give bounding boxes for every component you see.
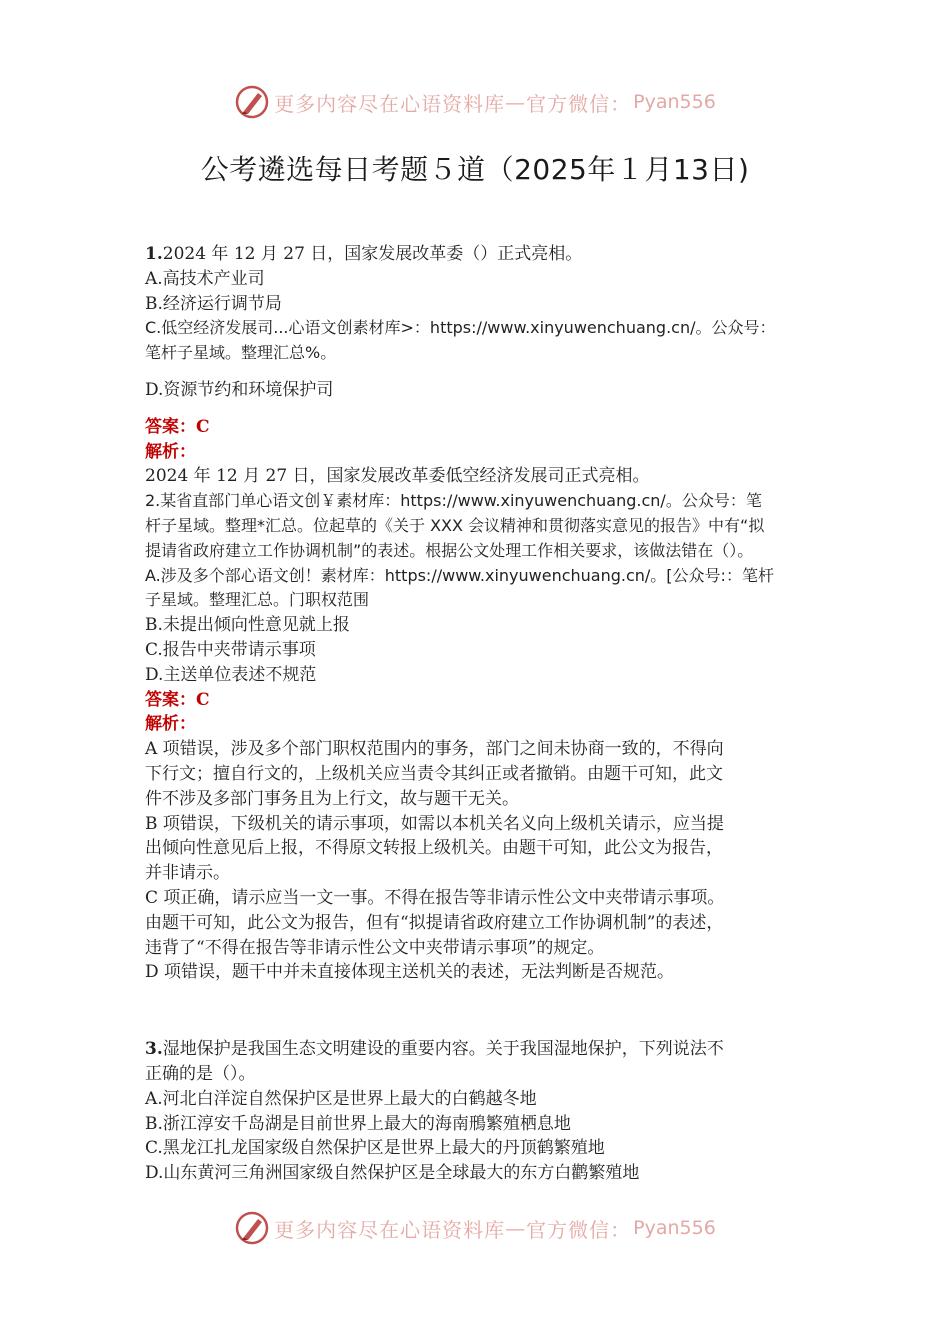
q2-analysis-line: 出倾向性意见后上报，不得原文转报上级机关。由题干可知，此公文为报告， <box>145 838 723 859</box>
q2-analysis-line: C 项正确，请示应当一文一事。不得在报告等非请示性公文中夹带请示事项。 <box>145 887 725 908</box>
q2-analysis-line: 并非请示。 <box>145 863 230 884</box>
q1-analysis: 2024 年 12 月 27 日，国家发展改革委低空经济发展司正式亮相。 <box>145 466 650 487</box>
q2-option-c: C.报告中夹带请示事项 <box>145 639 316 660</box>
q1-answer: 答案：C <box>145 416 210 437</box>
q3-stem-line2: 正确的是（）。 <box>145 1063 256 1084</box>
q3-stem-line1 <box>145 1037 817 1062</box>
q2-option-d: D.主送单位表述不规范 <box>145 664 317 685</box>
q2-analysis-line: 由题干可知，此公文为报告，但有“拟提请省政府建立工作协调机制”的表述， <box>145 912 724 933</box>
banner-wechat-id: Pyan556 <box>633 91 716 113</box>
q3-option-c: C.黑龙江扎龙国家级自然保护区是世界上最大的丹顶鹤繁殖地 <box>145 1138 605 1159</box>
q2-analysis-line: B 项错误，下级机关的请示事项，如需以本机关名义向上级机关请示，应当提 <box>145 813 724 834</box>
banner-wechat-id: Pyan556 <box>633 1217 716 1239</box>
banner-text: 更多内容尽在心语资料库 <box>274 1217 506 1242</box>
q2-stem-line2: 杆子星域。整理*汇总。位起草的《关于 XXX 会议精神和贯彻落实意见的报告》中有“拟 <box>145 515 765 535</box>
q2-analysis-line: A 项错误，涉及多个部门职权范围内的事务，部门之间未协商一致的，不得向 <box>145 739 724 760</box>
q1-analysis-label: 解析： <box>145 441 196 462</box>
pen-logo-icon <box>234 84 270 120</box>
document-title: 公考遴选每日考题５道（2025年１月13日) <box>200 153 750 186</box>
q2-analysis-line: 下行文；擅自行文的，上级机关应当责令其纠正或者撤销。由题干可知，此文 <box>145 763 723 784</box>
banner-wechat-label: 官方微信： <box>526 91 632 116</box>
q1-option-c-line2: 笔杆子星域。整理汇总%。 <box>145 343 337 363</box>
q2-option-a-line2: 子星域。整理汇总。门职权范围 <box>145 590 370 610</box>
q2-analysis-line: D 项错误，题干中并未直接体现主送机关的表述，无法判断是否规范。 <box>145 962 675 983</box>
q2-stem-line1: 2.某省直部门单心语文创￥素材库：https://www.xinyuwenchuang.cn/。公众号：笔 <box>145 491 762 511</box>
q1-option-d: D.资源节约和环境保护司 <box>145 379 334 400</box>
q1-stem <box>145 242 817 267</box>
q1-option-a: A.高技术产业司 <box>145 268 265 289</box>
q2-analysis-line: 违背了“不得在报告等非请示性公文中夹带请示事项”的规定。 <box>145 937 605 958</box>
q2-stem-line3: 提请省政府建立工作协调机制”的表述。根据公文处理工作相关要求，该做法错在（）。 <box>145 540 754 560</box>
q1-option-b: B.经济运行调节局 <box>145 293 282 314</box>
q2-option-b: B.未提出倾向性意见就上报 <box>145 615 350 636</box>
banner-dash: — <box>505 1216 527 1240</box>
header-watermark-banner <box>0 82 950 122</box>
q2-analysis-line: 件不涉及多部门事务且为上行文，故与题干无关。 <box>145 788 519 809</box>
q1-option-c-line1: C.低空经济发展司...心语文创素材库>：https://www.xinyuwenchuang.cn/。公众号： <box>145 318 776 338</box>
q3-option-b: B.浙江淳安千岛湖是目前世界上最大的海南鳽繁殖栖息地 <box>145 1113 571 1134</box>
footer-watermark-banner <box>0 1208 950 1248</box>
banner-text: 更多内容尽在心语资料库 <box>274 91 506 116</box>
document-body <box>145 242 817 1186</box>
banner-wechat-label: 官方微信： <box>526 1217 632 1242</box>
q2-option-a-line1: A.涉及多个部心语文创！素材库：https://www.xinyuwenchuang.cn/。[公众号:：笔杆 <box>145 565 774 585</box>
q3-stem-text: 湿地保护是我国生态文明建设的重要内容。关于我国湿地保护，下列说法不 <box>162 1039 724 1060</box>
q3-number: 3. <box>145 1039 163 1060</box>
q1-number: 1. <box>145 244 163 264</box>
q1-stem-text: 2024 年 12 月 27 日，国家发展改革委（）正式亮相。 <box>162 244 583 264</box>
pen-logo-icon <box>234 1210 270 1246</box>
q3-option-d: D.山东黄河三角洲国家级自然保护区是全球最大的东方白鹳繁殖地 <box>145 1163 640 1184</box>
q2-analysis-label: 解析： <box>145 714 196 735</box>
q3-option-a: A.河北白洋淀自然保护区是世界上最大的白鹤越冬地 <box>145 1088 537 1109</box>
banner-dash: — <box>505 90 527 114</box>
q2-answer: 答案：C <box>145 689 210 710</box>
